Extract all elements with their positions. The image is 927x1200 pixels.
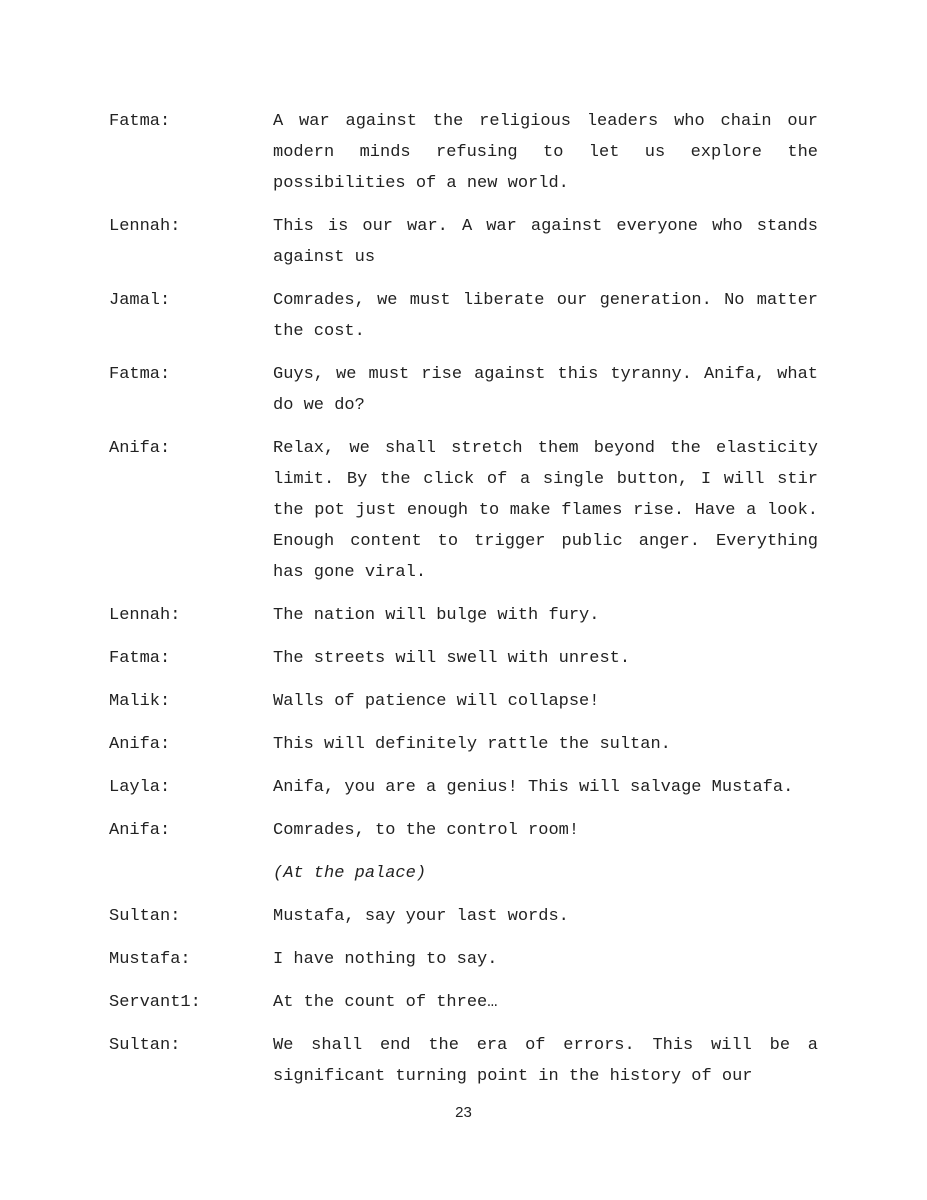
- dialogue-entry: [109, 944, 818, 975]
- dialogue-entry: [109, 987, 818, 1018]
- dialogue-entry: [109, 359, 818, 421]
- speaker-name: Mustafa:: [109, 950, 191, 969]
- speaker-name: Lennah:: [109, 606, 181, 625]
- speaker-name: Malik:: [109, 692, 171, 711]
- dialogue-text: Guys, we must rise against this tyranny. Anifa, what do we do?: [273, 365, 818, 415]
- dialogue-text: We shall end the era of errors. This will be a significant turning point in the history of our: [273, 1036, 818, 1086]
- dialogue-text: Comrades, we must liberate our generation. No matter the cost.: [273, 291, 818, 341]
- dialogue-text: Walls of patience will collapse!: [273, 692, 600, 711]
- stage-direction-text: (At the palace): [273, 864, 427, 883]
- dialogue-text: Mustafa, say your last words.: [273, 907, 569, 926]
- dialogue-text: The streets will swell with unrest.: [273, 649, 631, 668]
- speaker-name: Anifa:: [109, 735, 171, 754]
- page-number: 23: [455, 1104, 472, 1121]
- dialogue-entry: [109, 600, 818, 631]
- dialogue-text: I have nothing to say.: [273, 950, 498, 969]
- dialogue-entry: [109, 815, 818, 846]
- speaker-name: Servant1:: [109, 993, 201, 1012]
- speaker-name: [109, 858, 273, 889]
- dialogue-text: The nation will bulge with fury.: [273, 606, 600, 625]
- dialogue-text: A war against the religious leaders who chain our modern minds refusing to let us explore the possibilities of a new world.: [273, 112, 818, 193]
- dialogue-entry: [109, 285, 818, 347]
- dialogue-entry: [109, 643, 818, 674]
- speaker-name: Fatma:: [109, 365, 171, 384]
- dialogue-entry: [109, 686, 818, 717]
- speaker-name: Sultan:: [109, 907, 181, 926]
- speaker-name: Lennah:: [109, 217, 181, 236]
- dialogue-text: This is our war. A war against everyone who stands against us: [273, 217, 818, 267]
- dialogue-text: This will definitely rattle the sultan.: [273, 735, 671, 754]
- dialogue-entry: [109, 106, 818, 199]
- stage-direction: [109, 858, 818, 889]
- dialogue-text: Comrades, to the control room!: [273, 821, 580, 840]
- speaker-name: Anifa:: [109, 439, 171, 458]
- dialogue-entry: [109, 433, 818, 588]
- dialogue-text: Anifa, you are a genius! This will salvage Mustafa.: [273, 778, 794, 797]
- speaker-name: Anifa:: [109, 821, 171, 840]
- speaker-name: Layla:: [109, 778, 171, 797]
- dialogue-text: At the count of three…: [273, 993, 498, 1012]
- speaker-name: Jamal:: [109, 291, 171, 310]
- dialogue-entry: [109, 729, 818, 760]
- dialogue-entry: [109, 901, 818, 932]
- dialogue-entry: [109, 772, 818, 803]
- speaker-name: Fatma:: [109, 649, 171, 668]
- speaker-name: Sultan:: [109, 1036, 181, 1055]
- script-body: [109, 106, 818, 1104]
- dialogue-entry: [109, 211, 818, 273]
- dialogue-text: Relax, we shall stretch them beyond the elasticity limit. By the click of a single button, I will stir the pot just enough to make flames rise. Have a look. Enough content to trigger public anger. Everything has gone viral.: [273, 439, 818, 582]
- dialogue-entry: [109, 1030, 818, 1092]
- speaker-name: Fatma:: [109, 112, 171, 131]
